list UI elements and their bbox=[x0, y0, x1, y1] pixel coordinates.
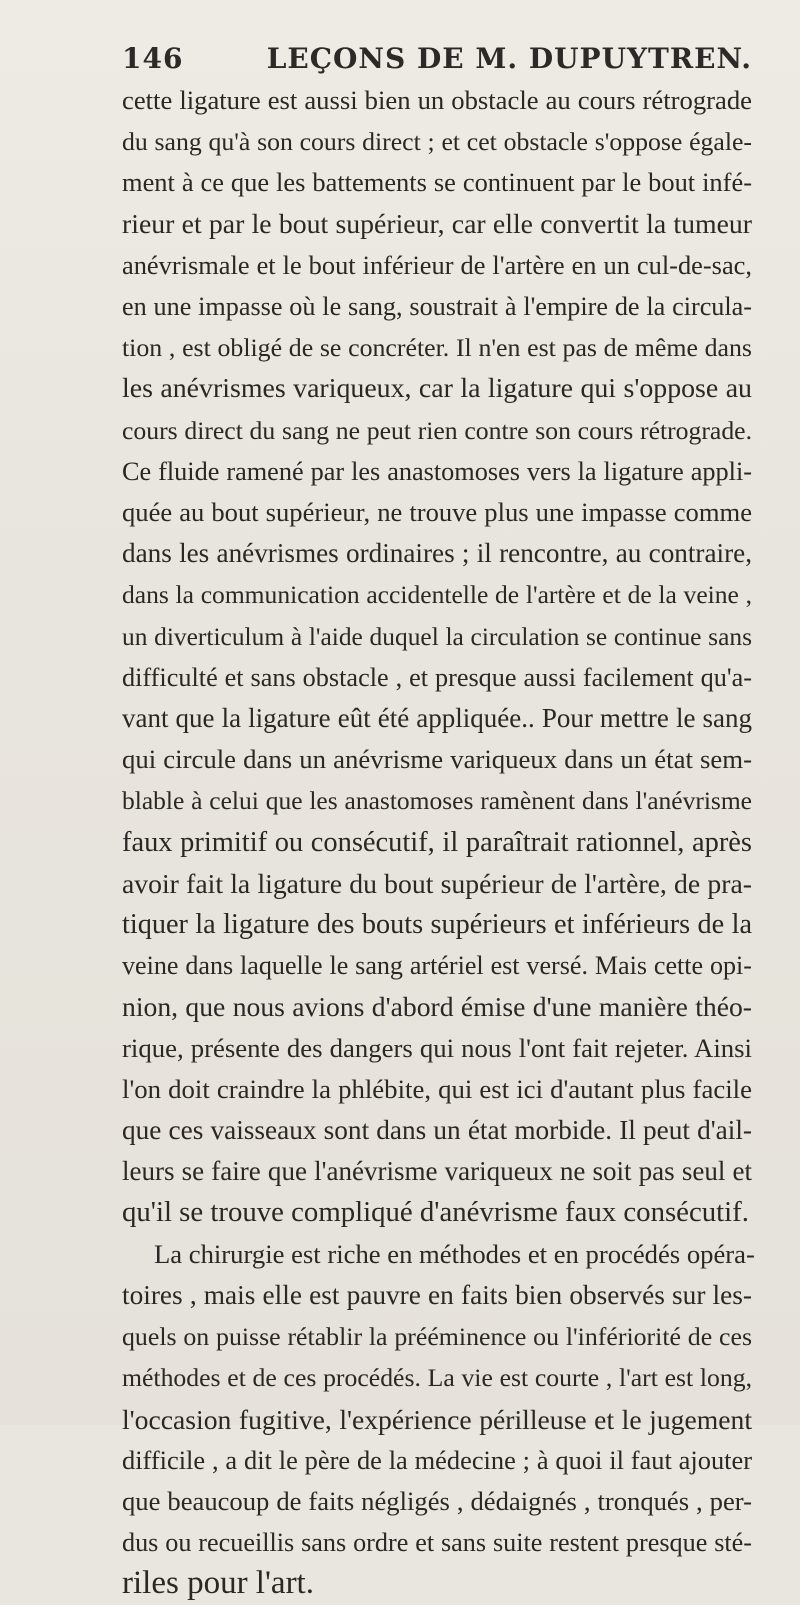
text-line: difficulté et sans obstacle , et presque aussi facilement qu'a- bbox=[122, 662, 752, 692]
text-line: dans la communication accidentelle de l'artère et de la veine , bbox=[122, 580, 752, 610]
text-line: l'occasion fugitive, l'expérience périlleuse et le jugement bbox=[122, 1403, 752, 1435]
text-line: Ce fluide ramené par les anastomoses vers la ligature appli- bbox=[122, 456, 752, 486]
text-line: quée au bout supérieur, ne trouve plus une impasse comme bbox=[122, 497, 752, 528]
text-line: ment à ce que les battements se continuent par le bout infé- bbox=[122, 167, 752, 198]
text-line: tiquer la ligature des bouts supérieurs et inférieurs de la bbox=[122, 909, 752, 941]
text-line: du sang qu'à son cours direct ; et cet obstacle s'oppose égale- bbox=[122, 127, 752, 157]
text-line: un diverticulum à l'aide duquel la circulation se continue sans bbox=[122, 621, 752, 651]
text-line: anévrismale et le bout inférieur de l'artère en un cul-de-sac, bbox=[122, 249, 752, 280]
page-number: 146 bbox=[122, 42, 184, 75]
text-line: toires , mais elle est pauvre en faits bien observés sur les- bbox=[122, 1279, 752, 1310]
paragraph bbox=[122, 1234, 755, 1605]
text-line: dus ou recueillis sans ordre et sans suite restent presque sté- bbox=[122, 1528, 752, 1558]
text-line: dans les anévrismes ordinaires ; il rencontre, au contraire, bbox=[122, 538, 752, 569]
text-line: cours direct du sang ne peut rien contre son cours rétrograde. bbox=[122, 415, 752, 445]
text-line: blable à celui que les anastomoses ramènent dans l'anévrisme bbox=[122, 786, 752, 816]
text-line: qui circule dans un anévrisme variqueux dans un état sem- bbox=[122, 744, 752, 775]
text-line: que ces vaisseaux sont dans un état morbide. Il peut d'ail- bbox=[122, 1115, 752, 1146]
text-line: vant que la ligature eût été appliquée.. Pour mettre le sang bbox=[122, 703, 752, 734]
text-line: en une impasse où le sang, soustrait à l'empire de la circula- bbox=[122, 292, 752, 322]
text-line: les anévrismes variqueux, car la ligature qui s'oppose au bbox=[122, 373, 752, 405]
text-line: cette ligature est aussi bien un obstacle au cours rétrograde bbox=[122, 85, 752, 115]
body-text bbox=[122, 80, 755, 1605]
text-line: rique, présente des dangers qui nous l'ont fait rejeter. Ainsi bbox=[122, 1032, 752, 1063]
text-line: La chirurgie est riche en méthodes et en procédés opéra- bbox=[154, 1238, 755, 1269]
text-line: tion , est obligé de se concréter. Il n'en est pas de même dans bbox=[122, 333, 752, 363]
text-line: leurs se faire que l'anévrisme variqueux ne soit pas seul et bbox=[122, 1156, 752, 1187]
text-line: riles pour l'art. bbox=[122, 1565, 314, 1602]
text-line: méthodes et de ces procédés. La vie est courte , l'art est long, bbox=[122, 1363, 752, 1393]
running-title: LEÇONS DE M. DUPUYTREN. bbox=[266, 42, 752, 75]
paragraph bbox=[122, 80, 752, 1234]
text-line: avoir fait la ligature du bout supérieur de l'artère, de pra- bbox=[122, 867, 752, 899]
text-line: veine dans laquelle le sang artériel est versé. Mais cette opi- bbox=[122, 951, 752, 981]
text-line: l'on doit craindre la phlébite, qui est ici d'autant plus facile bbox=[122, 1073, 752, 1104]
text-line: faux primitif ou consécutif, il paraîtrait rationnel, après bbox=[122, 826, 752, 858]
text-line: que beaucoup de faits négligés , dédaignés , tronqués , per- bbox=[122, 1485, 752, 1516]
text-line: difficile , a dit le père de la médecine ; à quoi il faut ajouter bbox=[122, 1444, 752, 1475]
text-line: nion, que nous avions d'abord émise d'une manière théo- bbox=[122, 991, 752, 1023]
text-line: quels on puisse rétablir la prééminence ou l'infériorité de ces bbox=[122, 1322, 752, 1352]
text-line: qu'il se trouve compliqué d'anévrisme faux consécutif. bbox=[122, 1196, 749, 1229]
text-line: rieur et par le bout supérieur, car elle convertit la tumeur bbox=[122, 208, 752, 240]
running-head bbox=[122, 42, 752, 76]
